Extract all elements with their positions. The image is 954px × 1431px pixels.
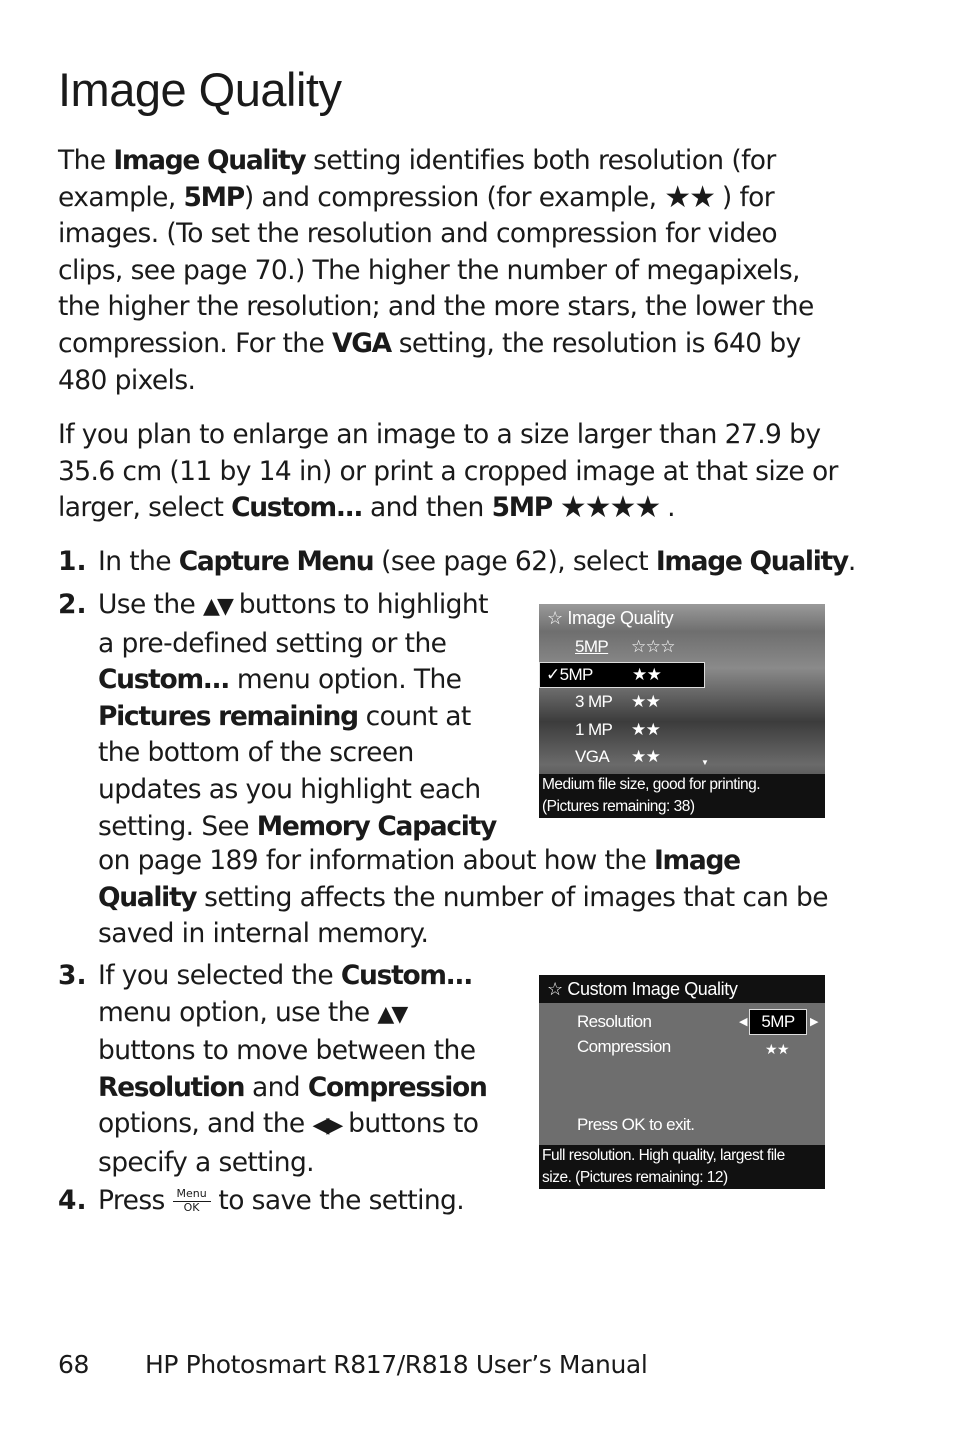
screen-title-bar: ☆ Image Quality xyxy=(539,604,825,632)
left-arrow-icon[interactable]: ◀ xyxy=(739,1016,747,1028)
intro-paragraph-1: The Image Quality setting identifies both resolution (for example, 5MP) and compression (for example, ★★ ) for images. (To set the resolution and compression for video clips, see page 70.) The higher the number of megapixels, the higher the resolution; and the more stars, the lower the compression. For the VGA setting, the resolution is 640 by 480 pixels. xyxy=(58,145,814,396)
star-outline-icon: ☆ xyxy=(547,608,563,628)
image-quality-screen xyxy=(539,604,825,818)
screen-title-bar: ☆ Custom Image Quality xyxy=(539,975,825,1003)
term-5mp: 5MP xyxy=(491,492,552,524)
step-2-text-top: Use the ▲▼ buttons to highlight a pre-defined setting or the Custom... menu option. The Pictures remaining count at the bottom of the screen updates as you highlight each setting. See Memory Capacity xyxy=(98,589,496,842)
page-footer xyxy=(58,1350,647,1379)
step-number: 1. xyxy=(58,546,87,577)
step-2-text-bottom: on page 189 for information about how the Image Quality setting affects the number of images that can be saved in internal memory. xyxy=(98,845,828,950)
stars-icon: ☆☆☆ xyxy=(631,637,675,656)
screen-footer: Full resolution. High quality, largest file size. (Pictures remaining: 12) xyxy=(539,1145,825,1189)
term-custom: Custom... xyxy=(231,492,363,524)
up-down-arrows-icon: ▲▼ xyxy=(203,594,231,619)
left-right-arrows-icon: ◀▶ xyxy=(312,1113,341,1139)
term-image-quality: Image Quality xyxy=(113,145,306,176)
compression-value[interactable]: ★★ xyxy=(765,1041,789,1057)
menu-option[interactable]: VGA ★★ xyxy=(575,747,661,766)
menu-option-selected[interactable]: ✓5MP ★★ xyxy=(539,662,705,688)
compression-label: Compression xyxy=(577,1037,671,1056)
up-down-arrows-icon: ▲▼ xyxy=(377,1001,406,1027)
intro-paragraph-2: If you plan to enlarge an image to a size larger than 27.9 by 35.6 cm (11 by 14 in) or print a cropped image at that size or larger, select Custom... and then 5MP ★★★★ . xyxy=(58,419,838,526)
scroll-down-icon: ▼ xyxy=(701,758,709,767)
term-vga: VGA xyxy=(332,327,391,359)
star-outline-icon: ☆ xyxy=(547,979,563,999)
step-number: 2. xyxy=(58,589,87,620)
stars-icon: ★★ xyxy=(631,747,661,766)
custom-image-quality-screen xyxy=(539,975,825,1189)
manual-title: HP Photosmart R817/R818 User’s Manual xyxy=(145,1350,648,1379)
stars-icon: ★★ xyxy=(631,720,661,739)
screen-footer: Medium file size, good for printing. (Pictures remaining: 38) xyxy=(539,774,825,818)
page-number: 68 xyxy=(58,1350,90,1379)
stars-icon: ★★ xyxy=(632,665,662,684)
four-stars-icon: ★★★★ xyxy=(559,490,660,526)
stars-icon: ★★ xyxy=(631,692,661,711)
page-title: Image Quality xyxy=(58,63,342,116)
term-5mp: 5MP xyxy=(183,181,244,213)
step-number: 4. xyxy=(58,1185,87,1216)
right-arrow-icon[interactable]: ▶ xyxy=(810,1016,818,1028)
step-3-text: If you selected the Custom... menu option, use the ▲▼ buttons to move between the Resolution and Compression options, and the ◀▶ buttons to specify a setting. xyxy=(98,960,487,1178)
exit-hint: Press OK to exit. xyxy=(577,1115,695,1134)
two-stars-icon: ★★ xyxy=(664,179,715,215)
step-1-text: In the Capture Menu (see page 62), select Image Quality. xyxy=(98,546,856,577)
resolution-label: Resolution xyxy=(577,1012,652,1031)
resolution-value[interactable]: 5MP xyxy=(749,1009,807,1035)
menu-option[interactable]: 3 MP ★★ xyxy=(575,692,661,711)
menu-ok-button-icon: Menu OK xyxy=(173,1188,211,1214)
step-4-text: Press Menu OK to save the setting. xyxy=(98,1185,465,1216)
step-number: 3. xyxy=(58,960,87,991)
menu-option[interactable]: 1 MP ★★ xyxy=(575,720,661,739)
menu-option[interactable]: 5MP ☆☆☆ xyxy=(575,637,675,656)
